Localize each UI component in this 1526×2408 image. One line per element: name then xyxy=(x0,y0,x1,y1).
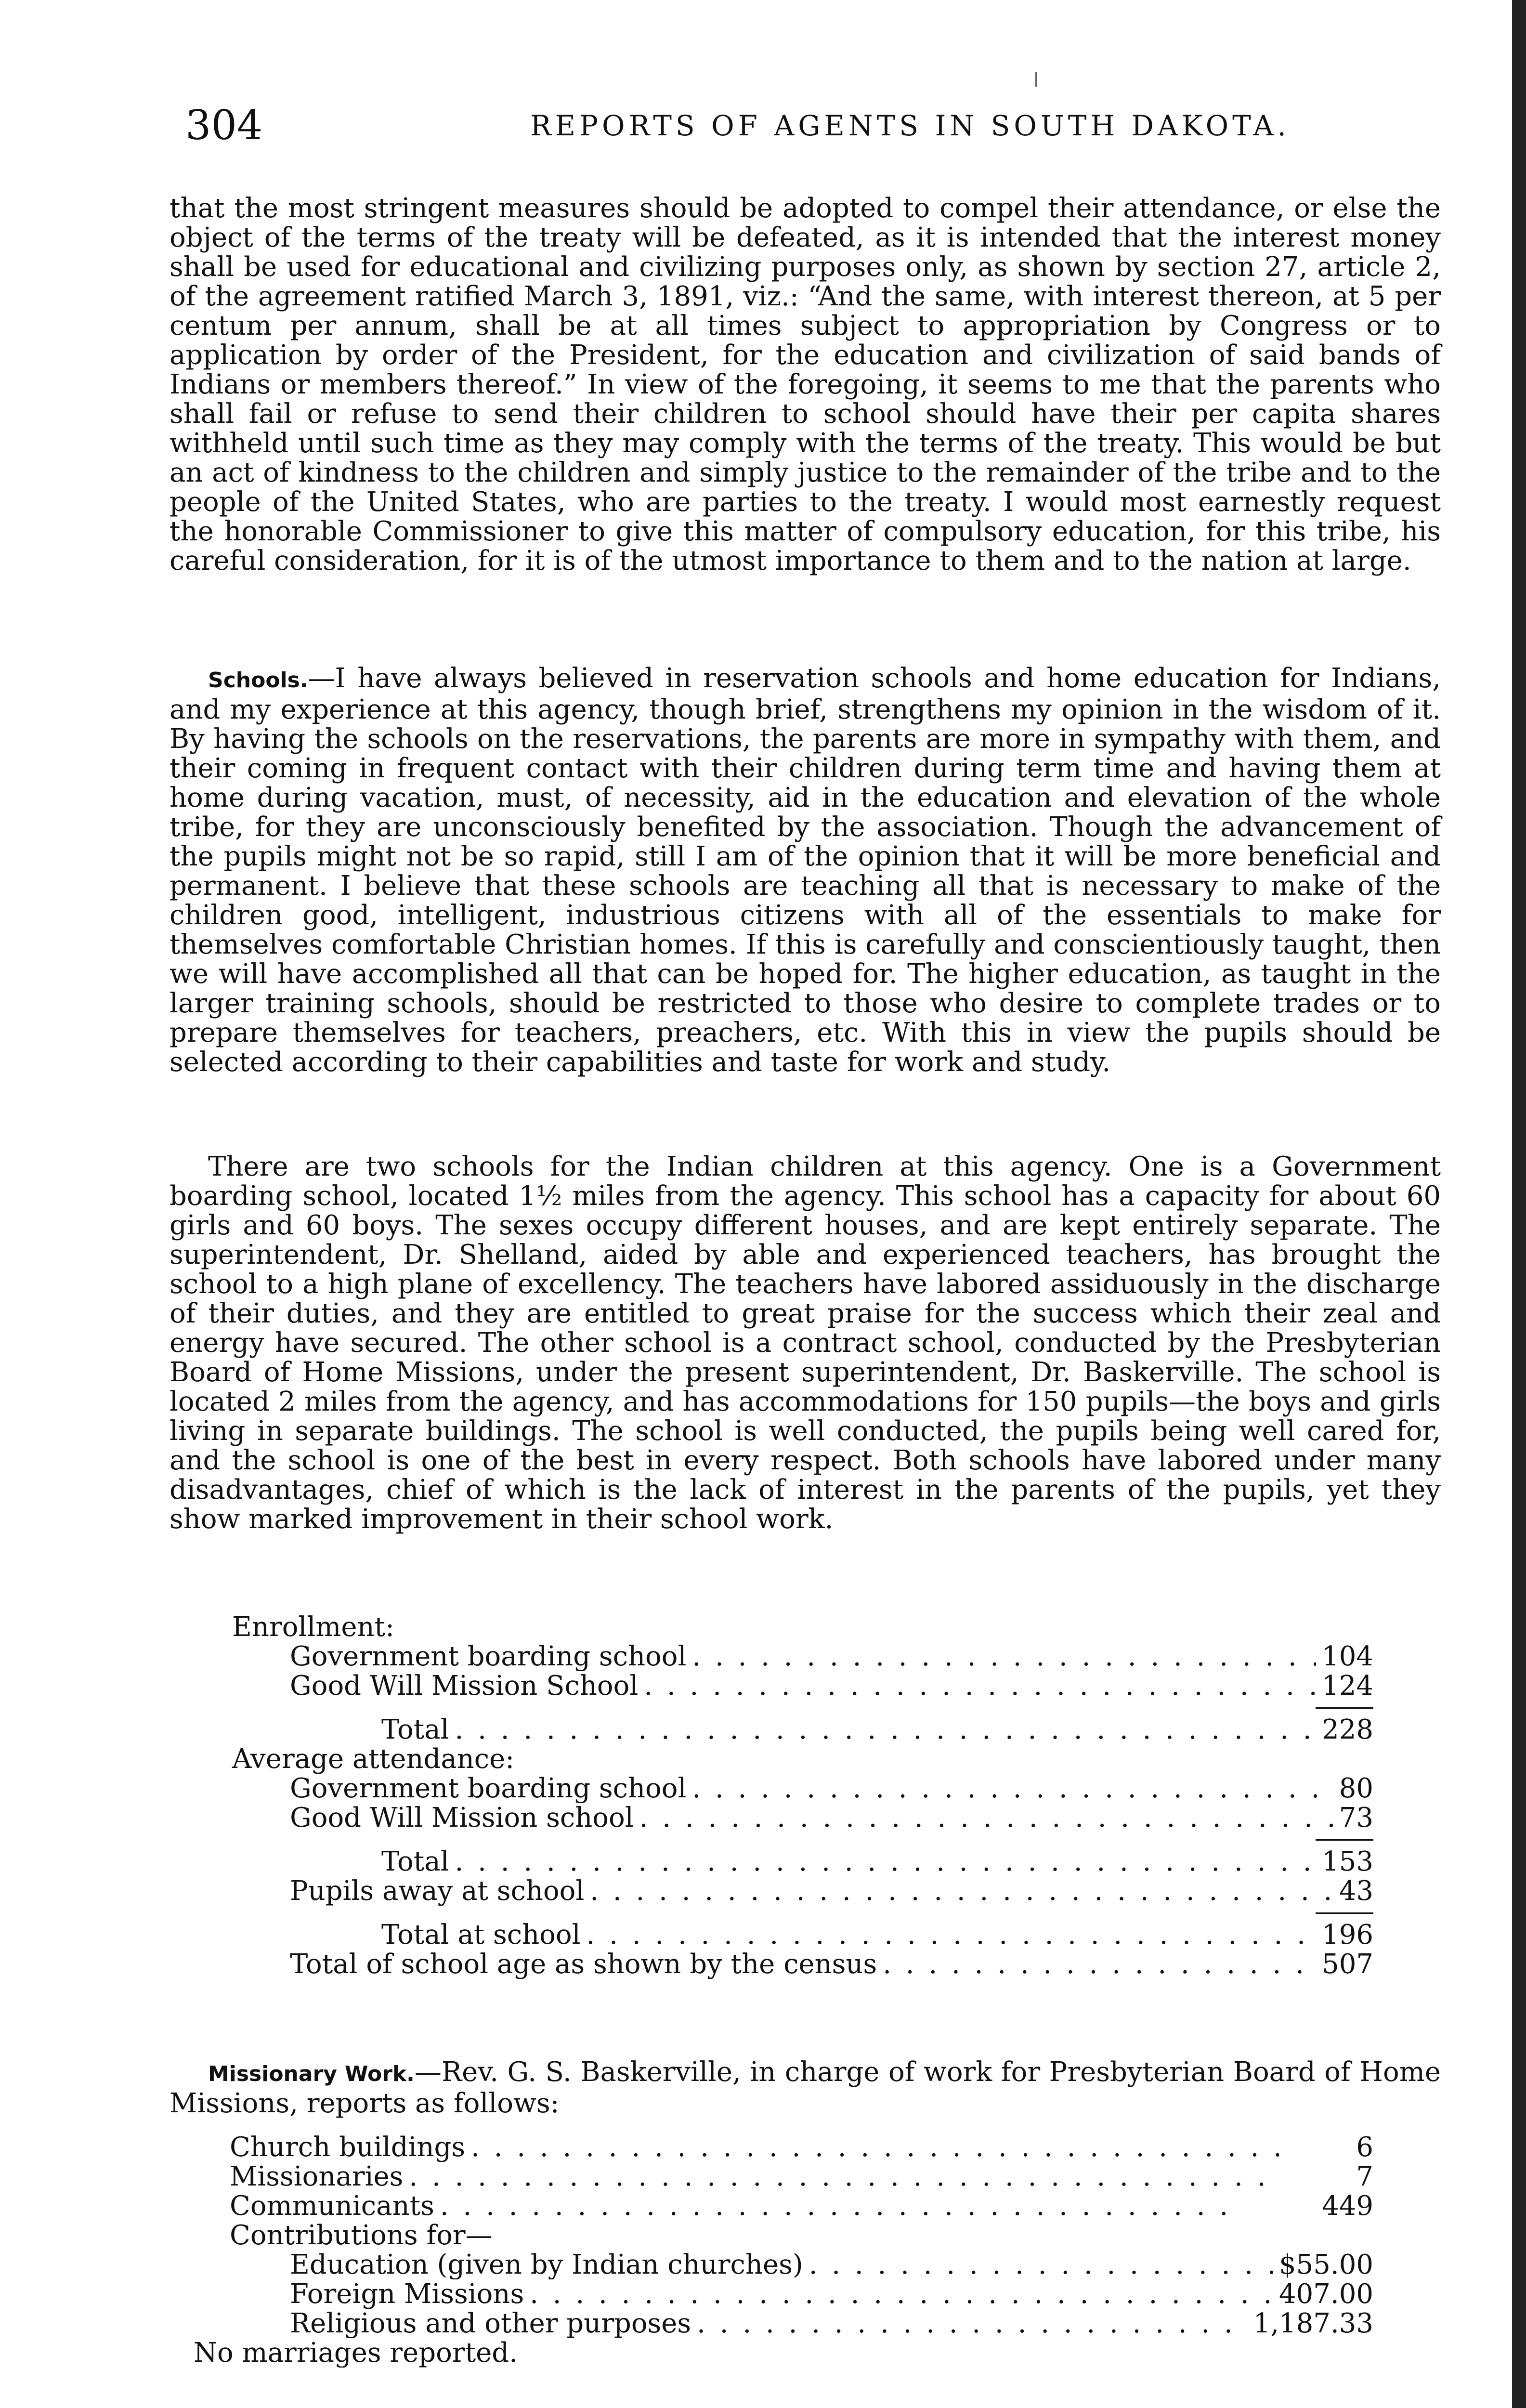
total-rule-wrap xyxy=(170,1906,1373,1920)
enrollment-heading-row xyxy=(170,1612,1441,1642)
table-row-total xyxy=(170,1715,1373,1744)
leader-dots xyxy=(471,2133,1279,2162)
paragraph-schools xyxy=(170,664,1441,1077)
total-rule xyxy=(1316,1912,1373,1914)
row-value: 196 xyxy=(1322,1920,1373,1950)
total-rule-wrap xyxy=(170,1832,1373,1847)
leader-dots xyxy=(692,1642,1316,1671)
row-value: 6 xyxy=(1356,2133,1373,2162)
row-value: 228 xyxy=(1322,1715,1373,1744)
table-row xyxy=(170,2309,1373,2338)
missionary-heading: Missionary Work. xyxy=(208,2062,415,2086)
leader-dots xyxy=(809,2250,1273,2279)
row-label: Foreign Missions xyxy=(290,2279,524,2309)
running-title: REPORTS OF AGENTS IN SOUTH DAKOTA. xyxy=(530,109,1290,142)
row-label: Total of school age as shown by the census xyxy=(290,1950,877,1979)
row-label: Church buildings xyxy=(230,2133,466,2162)
row-label: Missionaries xyxy=(230,2162,404,2191)
enrollment-table xyxy=(170,1612,1441,1979)
row-label: Good Will Mission school xyxy=(290,1803,634,1832)
total-rule-wrap xyxy=(170,1701,1373,1715)
schools-body: —I have always believed in reservation schools and home education for Indians, and my experience at this agency, though brief, strengthens my opinion in the wisdom of it. By having the schools on the reservations, the parents are more in sympathy with them, and their coming in frequent contact with their children during term time and having them at home during vacation, must, of necessity, aid in the education and elevation of the whole tribe, for they are unconsciously benefited by the association. Though the advancement of the pupils might not be so rapid, still I am of the opinion that it will be more beneficial and permanent. I believe that these schools are teaching all that is necessary to make of the children good, intelligent, industrious citizens with all of the essentials to make for themselves comfortable Christian homes. If this is carefully and conscientiously taught, then we will have accomplished all that can be hoped for. The higher education, as taught in the larger training schools, should be restricted to those who desire to complete trades or to prepare themselves for teachers, preachers, etc. With this in view the pupils should be selected according to their capabilities and taste for work and study. xyxy=(170,663,1441,1078)
row-value: 1,187.33 xyxy=(1253,2309,1373,2338)
row-value: $55.00 xyxy=(1279,2250,1373,2279)
table-row xyxy=(170,1876,1373,1906)
attendance-heading-row xyxy=(170,1744,1441,1774)
schools-heading: Schools. xyxy=(208,668,308,693)
paragraph-compulsory-education: that the most stringent measures should be adopted to compel their attendance, or else the object of the terms of the treaty will be defeated, as it is intended that the interest money shall be used for educational and civilizing purposes only, as shown by section 27, article 2, of the agreement ratified March 3, 1891, viz.: “And the same, with interest thereon, at 5 per centum per annum, shall be at all times subject to appropriation by Congress or to application by order of the President, for the education and civilization of said bands of Indians or members thereof.” In view of the foregoing, it seems to me that the parents who shall fail or refuse to send their children to school should have their per capita shares withheld until such time as they may comply with the terms of the treaty. This would be but an act of kindness to the children and simply justice to the remainder of the tribe and to the people of the United States, who are parties to the treaty. I would most earnestly request the honorable Commissioner to give this matter of compulsory education, for this tribe, his careful consideration, for it is of the utmost importance to them and to the nation at large. xyxy=(170,193,1441,576)
row-value: 104 xyxy=(1322,1642,1373,1671)
total-rule xyxy=(1316,1839,1373,1841)
table-row xyxy=(170,2250,1373,2279)
row-value: 124 xyxy=(1322,1671,1373,1701)
total-rule xyxy=(1316,1707,1373,1709)
contributions-heading-row xyxy=(170,2221,1441,2250)
table-row-total xyxy=(170,1920,1373,1950)
leader-dots xyxy=(530,2279,1273,2309)
row-value: 7 xyxy=(1356,2162,1373,2191)
row-label: Good Will Mission School xyxy=(290,1671,639,1701)
leader-dots xyxy=(644,1671,1316,1701)
closing-note: No marriages reported. xyxy=(194,2338,518,2368)
leader-dots xyxy=(692,1774,1333,1803)
leader-dots xyxy=(697,2309,1247,2338)
row-label: Pupils away at school xyxy=(290,1876,585,1906)
row-value: 449 xyxy=(1322,2191,1373,2221)
row-value: 407.00 xyxy=(1279,2279,1373,2309)
leader-dots xyxy=(590,1876,1333,1906)
leader-dots xyxy=(883,1950,1316,1979)
table-row xyxy=(170,2162,1373,2191)
row-value: 43 xyxy=(1339,1876,1373,1906)
table-row xyxy=(170,1671,1373,1701)
row-value: 153 xyxy=(1322,1847,1373,1876)
leader-dots xyxy=(639,1803,1333,1832)
page-number: 304 xyxy=(185,102,263,149)
paragraph-two-schools: There are two schools for the Indian children at this agency. One is a Government boarding school, located 1½ miles from the agency. This school has a capacity for about 60 girls and 60 boys. The sexes occupy different houses, and are kept entirely separate. The superintendent, Dr. Shelland, aided by able and experienced teachers, has brought the school to a high plane of excellency. The teachers have labored assiduously in the discharge of their duties, and they are entitled to great praise for the success which their zeal and energy have secured. The other school is a contract school, conducted by the Presbyterian Board of Home Missions, under the present superintendent, Dr. Baskerville. The school is located 2 miles from the agency, and has accommodations for 150 pupils—the boys and girls living in separate buildings. The school is well conducted, the pupils being well cared for, and the school is one of the best in every respect. Both schools have labored under many disadvantages, chief of which is the lack of interest in the parents of the pupils, yet they show marked improvement in their school work. xyxy=(170,1151,1441,1535)
row-value: 507 xyxy=(1322,1950,1373,1979)
table-row xyxy=(170,1774,1373,1803)
row-label: Total xyxy=(381,1847,449,1876)
contributions-heading: Contributions for— xyxy=(230,2221,493,2250)
missionary-body: —Rev. G. S. Baskerville, in charge of work for Presbyterian Board of Home Missions, reports as follows: xyxy=(170,2056,1441,2119)
scan-mark xyxy=(1035,72,1037,87)
leader-dots xyxy=(587,1920,1317,1950)
row-value: 80 xyxy=(1339,1774,1373,1803)
paragraph-missionary xyxy=(170,2057,1441,2118)
row-label: Government boarding school xyxy=(290,1642,687,1671)
row-label: Total xyxy=(381,1715,449,1744)
attendance-heading: Average attendance: xyxy=(232,1744,515,1774)
row-label: Education (given by Indian churches) xyxy=(290,2250,803,2279)
table-row xyxy=(170,2279,1373,2309)
enrollment-heading: Enrollment: xyxy=(232,1612,394,1642)
table-row xyxy=(170,1642,1373,1671)
row-label: Government boarding school xyxy=(290,1774,687,1803)
closing-row xyxy=(170,2338,1441,2368)
leader-dots xyxy=(440,2191,1245,2221)
missionary-table xyxy=(170,2133,1441,2368)
leader-dots xyxy=(455,1715,1317,1744)
leader-dots xyxy=(409,2162,1279,2191)
table-row xyxy=(170,1950,1373,1979)
table-row xyxy=(170,2133,1373,2162)
table-row xyxy=(170,1803,1373,1832)
row-label: Total at school xyxy=(381,1920,581,1950)
row-value: 73 xyxy=(1339,1803,1373,1832)
page-header xyxy=(185,99,1437,152)
scan-edge-right xyxy=(1512,0,1526,2408)
leader-dots xyxy=(455,1847,1317,1876)
row-label: Communicants xyxy=(230,2191,434,2221)
table-row xyxy=(170,2191,1373,2221)
table-row-total xyxy=(170,1847,1373,1876)
row-label: Religious and other purposes xyxy=(290,2309,691,2338)
